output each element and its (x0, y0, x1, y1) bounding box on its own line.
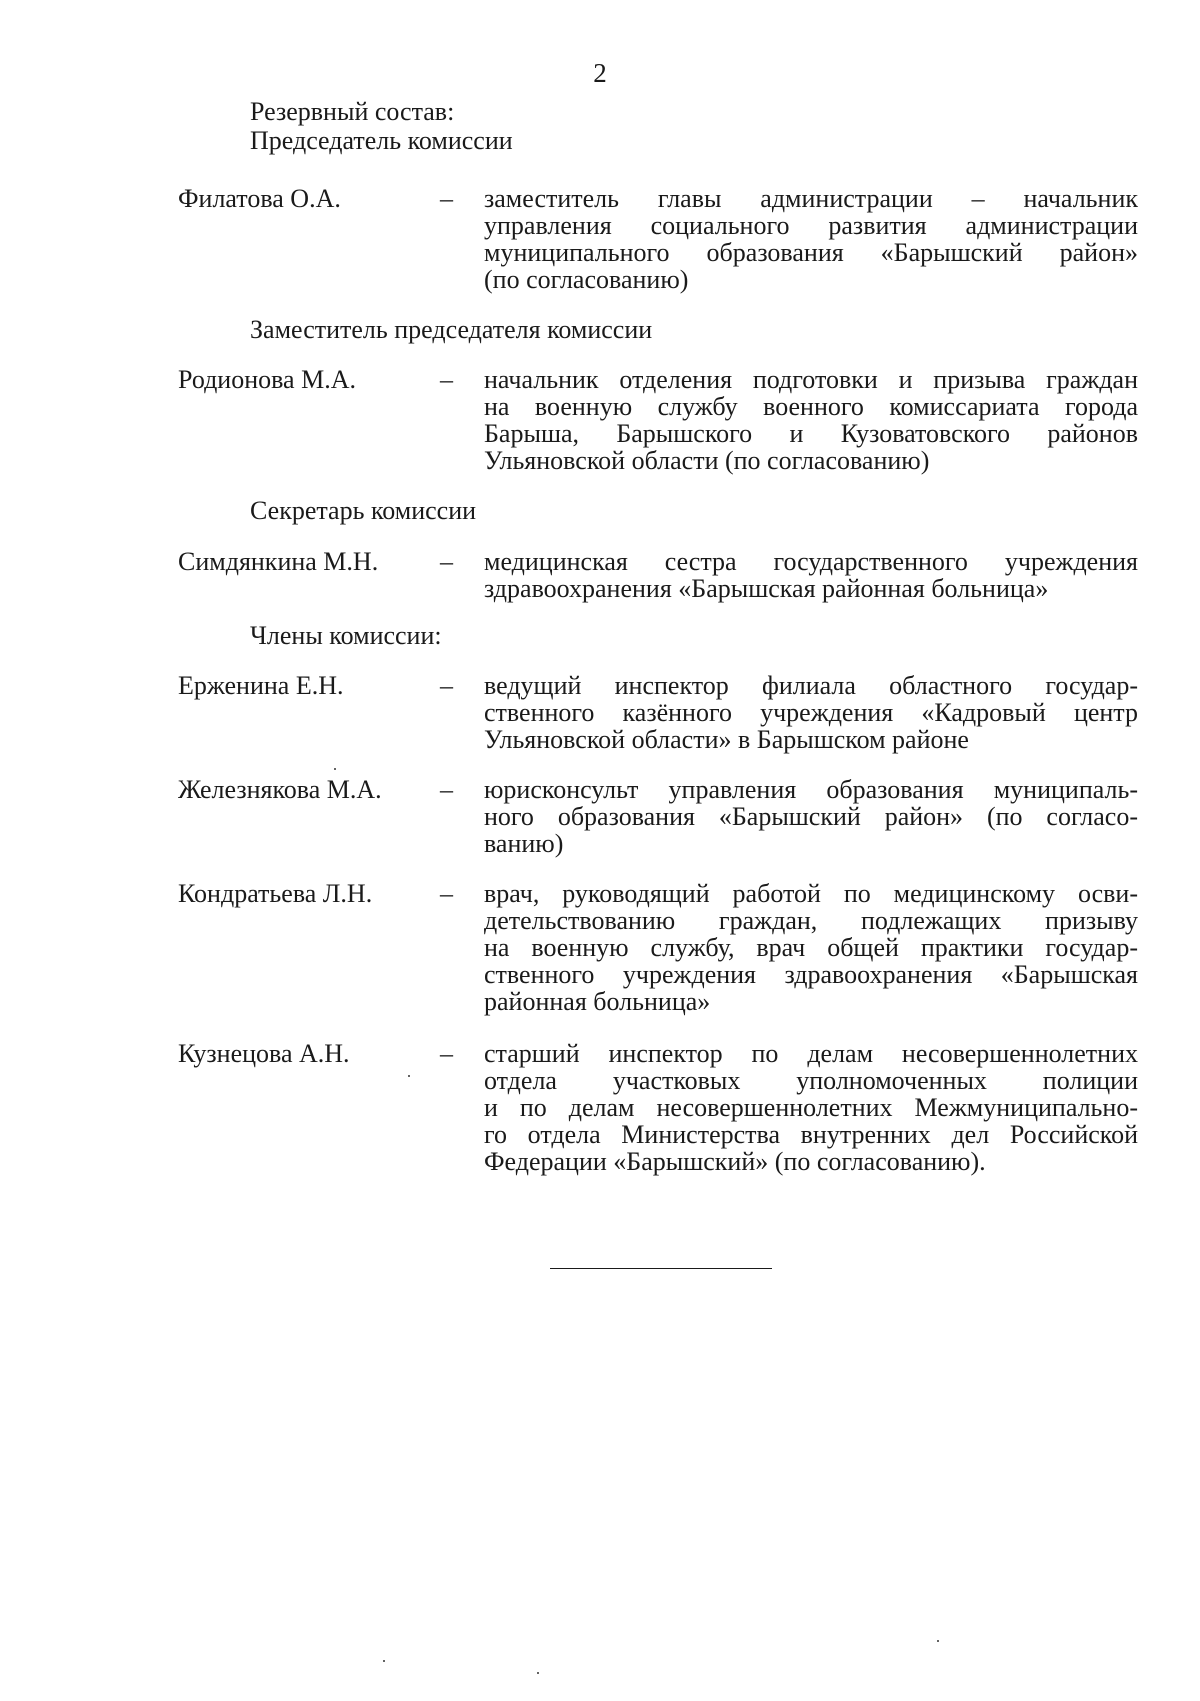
dash: – (440, 775, 453, 804)
scan-speck (937, 1640, 939, 1642)
member-name: Ерженина Е.Н. (178, 671, 344, 700)
dash: – (440, 1039, 453, 1068)
description-line: ванию) (484, 829, 564, 858)
description-line: юрисконсульт управления образования муниципаль- (484, 775, 1138, 804)
member-name: Симдянкина М.Н. (178, 547, 379, 576)
dash: – (440, 879, 453, 908)
description-line: Федерации «Барышский» (по согласованию). (484, 1147, 986, 1176)
dash: – (440, 671, 453, 700)
heading-members: Члены комиссии: (250, 621, 442, 650)
scan-speck (408, 1075, 410, 1077)
description-line: Ульяновской области» в Барышском районе (484, 725, 969, 754)
member-description (484, 1040, 1138, 1175)
description-line: го отдела Министерства внутренних дел Российской (484, 1120, 1138, 1149)
description-line: отдела участковых уполномоченных полиции (484, 1066, 1138, 1095)
description-line: старший инспектор по делам несовершеннолетних (484, 1039, 1138, 1068)
dash: – (440, 365, 453, 394)
description-line: ведущий инспектор филиала областного государ- (484, 671, 1138, 700)
description-line: управления социального развития администрации (484, 211, 1138, 240)
dash: – (440, 184, 453, 213)
scan-speck (334, 768, 336, 770)
member-name: Родионова М.А. (178, 365, 356, 394)
description-line: и по делам несовершеннолетних Межмуниципально- (484, 1093, 1138, 1122)
member-description (484, 776, 1138, 857)
heading-deputy: Заместитель председателя комиссии (250, 315, 653, 344)
member-description (484, 672, 1138, 753)
description-line: медицинская сестра государственного учреждения (484, 547, 1138, 576)
description-line: детельствованию граждан, подлежащих призыву (484, 906, 1138, 935)
description-line: начальник отделения подготовки и призыва граждан (484, 365, 1138, 394)
description-line: (по согласованию) (484, 265, 689, 294)
member-description (484, 548, 1138, 602)
description-line: ственного казённого учреждения «Кадровый центр (484, 698, 1138, 727)
description-line: врач, руководящий работой по медицинскому осви- (484, 879, 1138, 908)
description-line: Барыша, Барышского и Кузоватовского районов (484, 419, 1138, 448)
end-divider-line (550, 1268, 772, 1269)
member-name: Железнякова М.А. (178, 775, 382, 804)
heading-reserve: Резервный состав: (250, 97, 455, 126)
description-line: заместитель главы администрации – начальник (484, 184, 1138, 213)
member-name: Кузнецова А.Н. (178, 1039, 350, 1068)
member-description (484, 185, 1138, 293)
member-description (484, 366, 1138, 474)
member-name: Филатова О.А. (178, 184, 341, 213)
description-line: ного образования «Барышский район» (по согласо- (484, 802, 1138, 831)
heading-secretary: Секретарь комиссии (250, 496, 477, 525)
page-number: 2 (593, 58, 607, 88)
scan-speck (537, 1672, 539, 1674)
description-line: на военную службу, врач общей практики государ- (484, 933, 1138, 962)
description-line: Ульяновской области (по согласованию) (484, 446, 930, 475)
description-line: на военную службу военного комиссариата города (484, 392, 1138, 421)
description-line: здравоохранения «Барышская районная больница» (484, 574, 1049, 603)
member-description (484, 880, 1138, 1015)
description-line: ственного учреждения здравоохранения «Барышская (484, 960, 1138, 989)
scan-speck (383, 1660, 385, 1662)
heading-chairman: Председатель комиссии (250, 126, 513, 155)
member-name: Кондратьева Л.Н. (178, 879, 373, 908)
description-line: муниципального образования «Барышский район» (484, 238, 1138, 267)
dash: – (440, 547, 453, 576)
description-line: районная больница» (484, 987, 711, 1016)
